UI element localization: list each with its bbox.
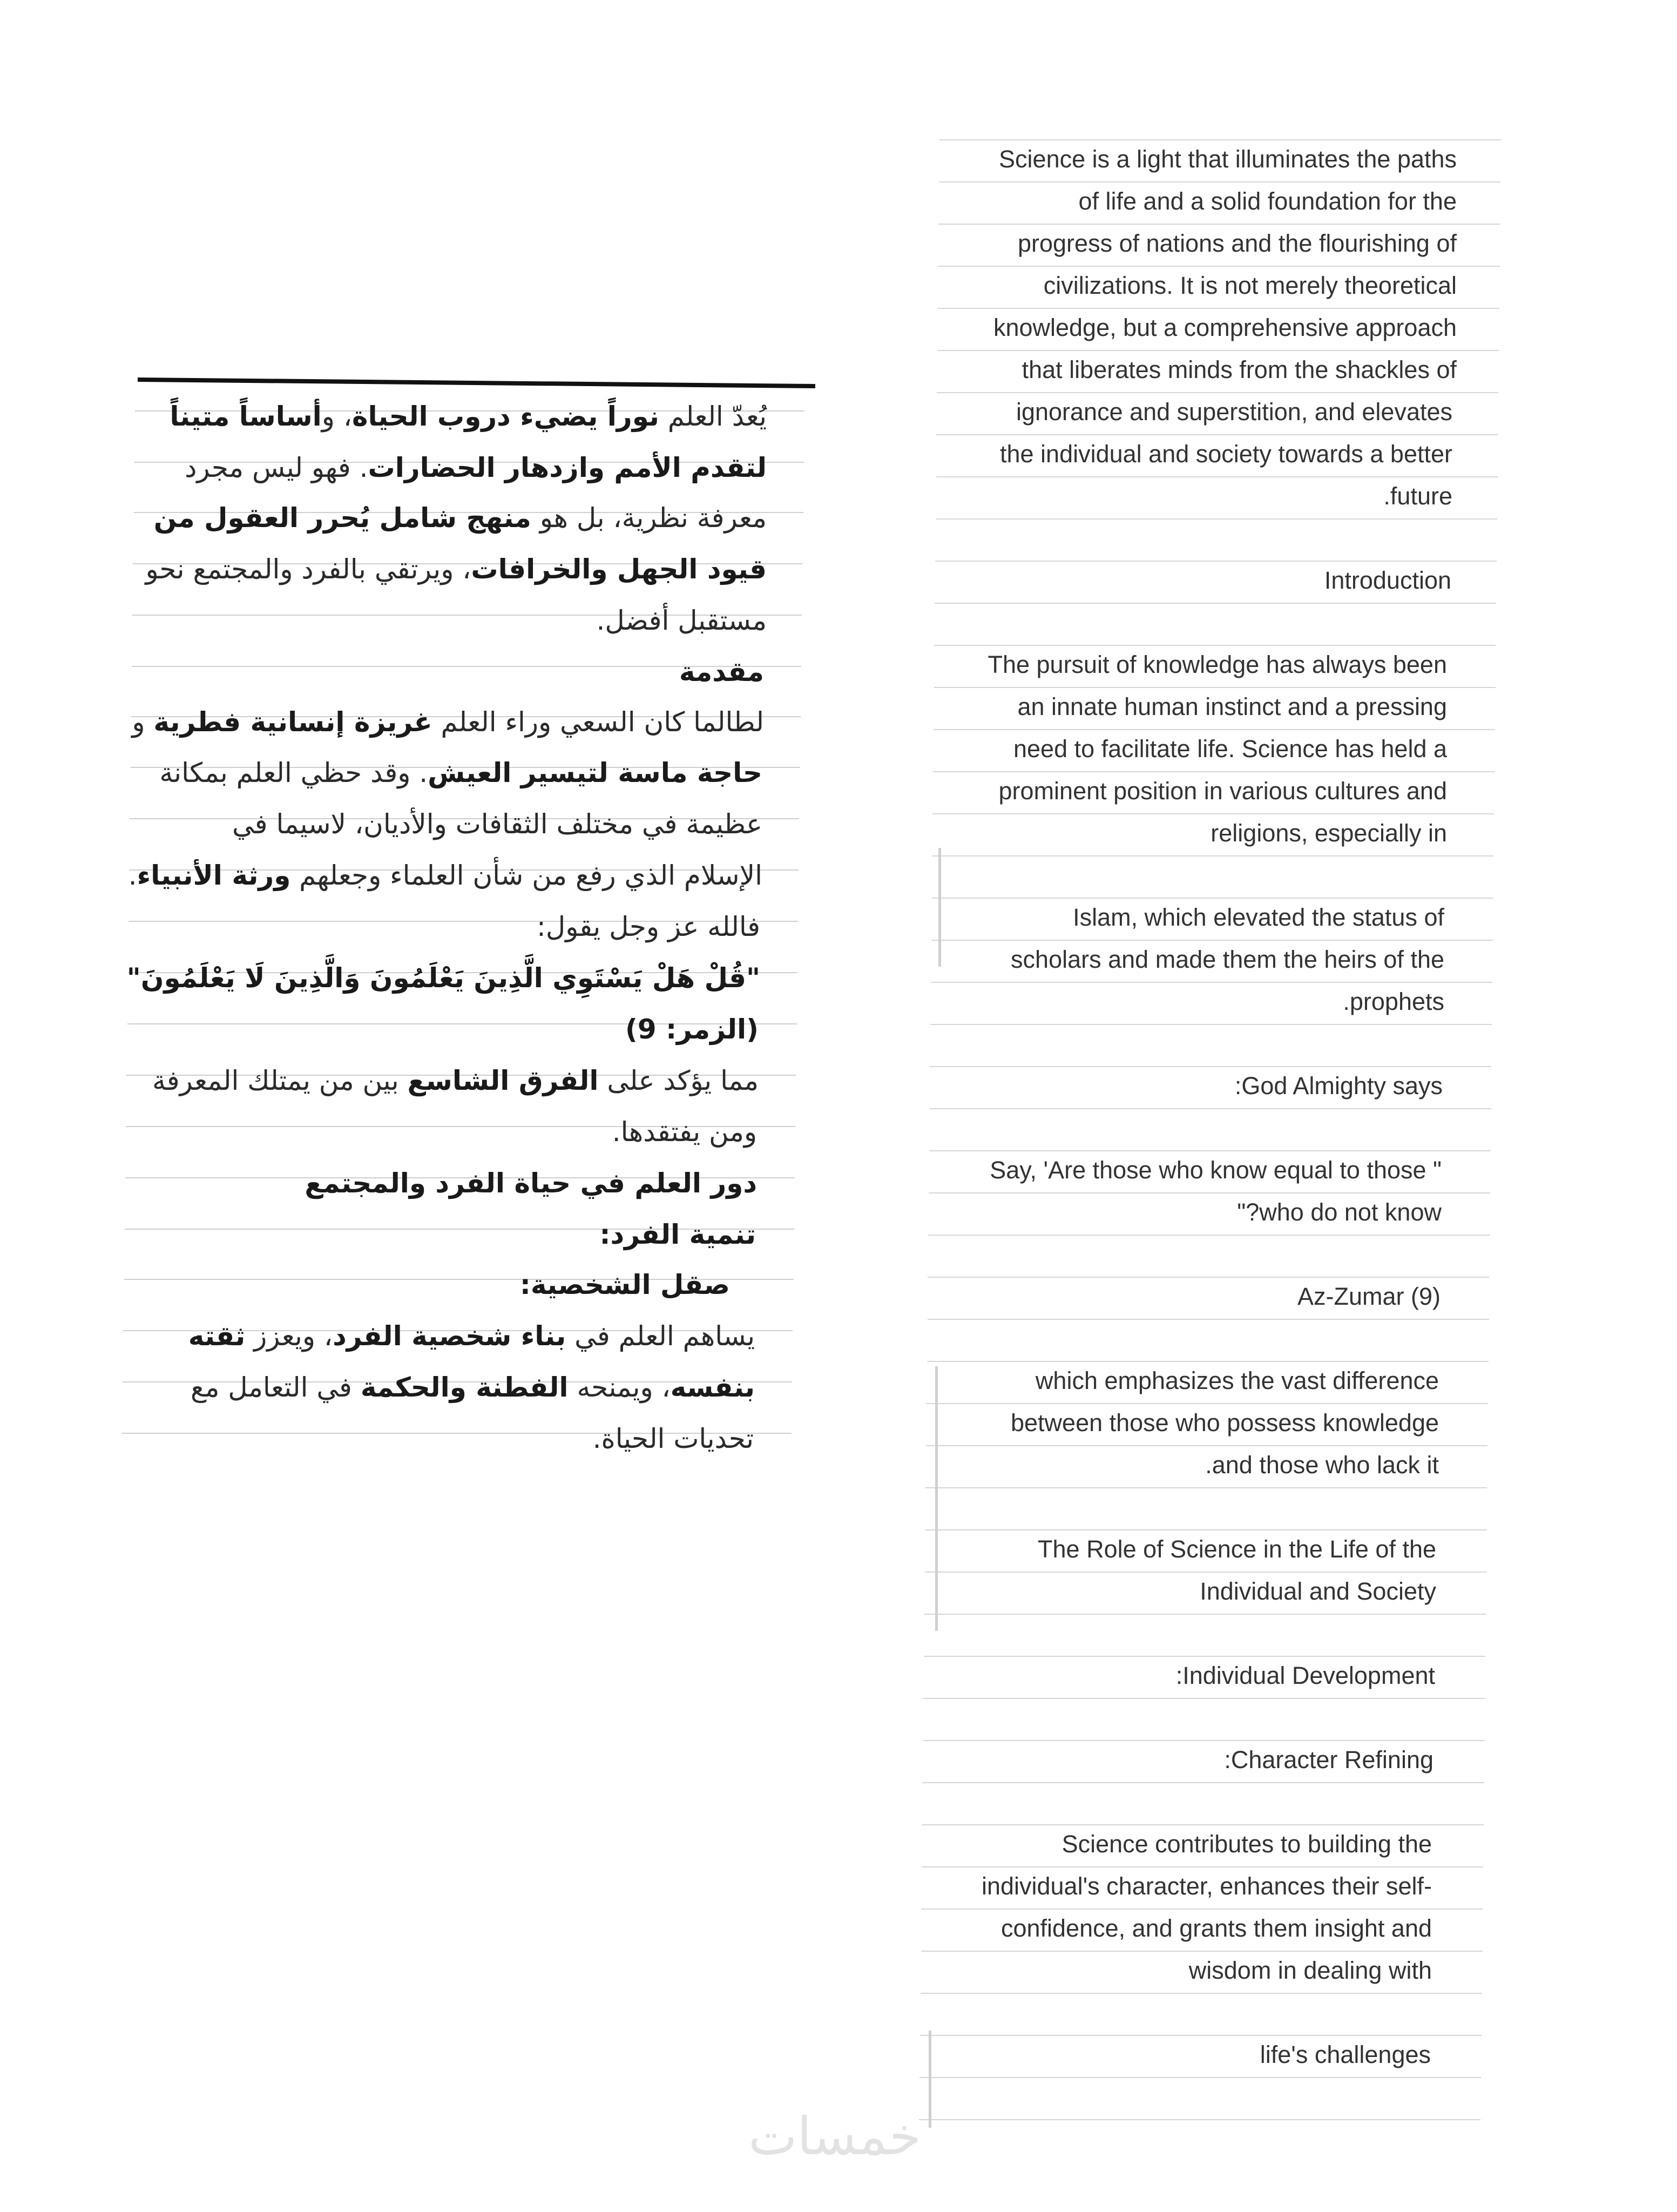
ruled-line xyxy=(928,1319,1489,1320)
ruled-line xyxy=(929,1150,1491,1151)
ruled-line xyxy=(920,2035,1482,2036)
arabic-paragraph-line: تحديات الحياة. xyxy=(592,1423,754,1454)
ruled-line xyxy=(938,224,1500,225)
arabic-paragraph-line: فالله عز وجل يقول: xyxy=(537,911,760,942)
english-paragraph-line: Science contributes to building the xyxy=(1061,1830,1432,1858)
english-paragraph-line: need to facilitate life. Science has held a xyxy=(1013,735,1447,763)
arabic-paragraph-line: لتقدم الأمم وازدهار الحضارات. فهو ليس مجرد xyxy=(185,452,767,483)
arabic-paragraph-line: "قُلْ هَلْ يَسْتَوِي الَّذِينَ يَعْلَمُونَ وَالَّذِينَ لَا يَعْلَمُونَ" xyxy=(126,962,760,994)
english-paragraph-line: .and those who lack it xyxy=(1205,1451,1439,1479)
ruled-line xyxy=(919,2077,1481,2078)
english-paragraph-line: .future xyxy=(1383,482,1452,510)
ruled-line xyxy=(921,1908,1483,1910)
ruled-line xyxy=(930,1108,1491,1109)
english-paragraph-line: :Character Refining xyxy=(1224,1746,1433,1773)
arabic-paragraph-line: دور العلم في حياة الفرد والمجتمع xyxy=(305,1168,757,1199)
arabic-paragraph-line: مقدمة xyxy=(679,656,764,687)
ruled-line xyxy=(938,266,1500,267)
ruled-line xyxy=(936,518,1497,520)
ruled-line xyxy=(931,940,1493,941)
arabic-paragraph-line: يساهم العلم في بناء شخصية الفرد، ويعزز ثقته xyxy=(188,1320,755,1352)
ruled-line xyxy=(932,855,1493,857)
arabic-paragraph-line: الإسلام الذي رفع من شأن العلماء وجعلهم ورثة الأنبياء. xyxy=(128,860,762,891)
ruled-line xyxy=(925,1487,1487,1488)
english-paragraph-line: Science is a light that illuminates the paths xyxy=(999,145,1457,173)
ruled-line xyxy=(923,1740,1485,1741)
arabic-top-rule xyxy=(138,377,815,388)
arabic-paragraph-line: معرفة نظرية، بل هو منهج شامل يُحرر العقول من xyxy=(153,502,767,534)
arabic-paragraph-line: (الزمر: 9) xyxy=(625,1014,759,1045)
english-paragraph-line: of life and a solid foundation for the xyxy=(1078,187,1457,215)
arabic-paragraph-line: مما يؤكد على الفرق الشاسع بين من يمتلك المعرفة xyxy=(152,1065,759,1096)
arabic-paragraph-line: صقل الشخصية: xyxy=(519,1269,730,1300)
english-paragraph-line: Introduction xyxy=(1324,567,1451,594)
english-paragraph-line: confidence, and grants them insight and xyxy=(1000,1914,1432,1942)
english-paragraph-line: Individual and Society xyxy=(1200,1577,1436,1605)
english-paragraph-line: :Individual Development xyxy=(1175,1662,1435,1689)
ruled-line xyxy=(923,1782,1484,1783)
english-paragraph-line: the individual and society towards a better xyxy=(1000,440,1452,468)
english-paragraph-line: progress of nations and the flourishing of xyxy=(1017,230,1457,257)
watermark-logo: خمسات xyxy=(748,2106,922,2167)
english-paragraph-line: Islam, which elevated the status of xyxy=(1073,903,1444,931)
ruled-line xyxy=(927,1361,1489,1362)
english-paragraph-line: that liberates minds from the shackles of xyxy=(1022,356,1457,383)
arabic-paragraph-line: مستقبل أفضل. xyxy=(596,605,767,636)
ruled-line xyxy=(927,1403,1488,1404)
ruled-line xyxy=(937,350,1499,351)
ruled-line xyxy=(930,1024,1492,1025)
ruled-line xyxy=(934,729,1495,730)
ruled-line xyxy=(921,1951,1483,1952)
english-paragraph-line: between those who possess knowledge xyxy=(1010,1409,1439,1437)
ruled-line xyxy=(922,1866,1483,1867)
ruled-line xyxy=(937,392,1498,393)
arabic-paragraph-line: يُعدّ العلم نوراً يضيء دروب الحياة، وأساساً متيناً xyxy=(170,401,767,432)
english-paragraph-line: knowledge, but a comprehensive approach xyxy=(993,314,1457,341)
ruled-line xyxy=(925,1529,1487,1530)
ruled-line xyxy=(928,1235,1490,1236)
ruled-line xyxy=(934,687,1496,688)
english-paragraph-line: scholars and made them the heirs of the xyxy=(1011,946,1444,973)
arabic-paragraph-line: تنمية الفرد: xyxy=(599,1219,756,1250)
english-paragraph-line: religions, especially in xyxy=(1211,819,1447,847)
ruled-line xyxy=(935,603,1496,604)
ruled-line xyxy=(935,561,1497,562)
ruled-line xyxy=(939,139,1501,140)
ruled-line xyxy=(923,1698,1485,1699)
ruled-line xyxy=(934,645,1496,646)
ruled-line xyxy=(931,982,1492,983)
ruled-line xyxy=(936,476,1498,477)
english-paragraph-line: ignorance and superstition, and elevates xyxy=(1016,398,1452,426)
english-paragraph-line: Az-Zumar (9) xyxy=(1297,1283,1441,1310)
ruled-line xyxy=(926,1445,1487,1446)
ruled-line xyxy=(921,1993,1482,1994)
ruled-line xyxy=(929,1192,1490,1193)
english-paragraph-line: life's challenges xyxy=(1260,2041,1431,2068)
english-paragraph-line: :God Almighty says xyxy=(1234,1072,1443,1100)
english-paragraph-line: wisdom in dealing with xyxy=(1188,1957,1432,1984)
ruled-line xyxy=(939,181,1500,183)
arabic-paragraph-line: قيود الجهل والخرافات، ويرتقي بالفرد والمجتمع نحو xyxy=(145,554,767,585)
english-paragraph-line: .prophets xyxy=(1343,988,1444,1015)
english-paragraph-line: which emphasizes the vast difference xyxy=(1035,1367,1439,1394)
arabic-paragraph-line: حاجة ماسة لتيسير العيش. وقد حظي العلم بمكانة xyxy=(159,757,762,788)
ruled-line xyxy=(932,813,1494,814)
ruled-line xyxy=(919,2119,1480,2120)
english-paragraph-line: an innate human instinct and a pressing xyxy=(1017,693,1447,720)
ruled-line xyxy=(933,771,1495,772)
arabic-paragraph-line: بنفسه، ويمنحه الفطنة والحكمة في التعامل مع xyxy=(190,1372,755,1403)
english-paragraph-line: "?who do not know xyxy=(1237,1198,1442,1226)
arabic-paragraph-line: لطالما كان السعي وراء العلم غريزة إنسانية فطرية و xyxy=(132,706,764,738)
ruled-line xyxy=(930,1066,1491,1067)
ruled-line xyxy=(932,898,1493,899)
ruled-line xyxy=(928,1277,1489,1278)
ruled-line xyxy=(924,1614,1486,1615)
ruled-line xyxy=(936,434,1498,435)
margin-bar xyxy=(938,848,941,967)
english-paragraph-line: prominent position in various cultures and xyxy=(998,777,1447,805)
ruled-line xyxy=(925,1572,1486,1573)
arabic-paragraph-line: عظيمة في مختلف الثقافات والأديان، لاسيما في xyxy=(232,808,762,840)
arabic-paragraph-line: ومن يفتقدها. xyxy=(612,1116,757,1148)
ruled-line xyxy=(924,1656,1485,1657)
english-paragraph-line: civilizations. It is not merely theoretical xyxy=(1043,272,1457,299)
english-paragraph-line: Say, 'Are those who know equal to those " xyxy=(990,1156,1442,1184)
english-paragraph-line: The pursuit of knowledge has always been xyxy=(988,651,1447,678)
english-paragraph-line: The Role of Science in the Life of the xyxy=(1038,1535,1436,1563)
ruled-line xyxy=(938,308,1499,309)
ruled-line xyxy=(922,1824,1484,1825)
margin-bar xyxy=(935,1366,938,1631)
english-paragraph-line: individual's character, enhances their self- xyxy=(981,1872,1432,1900)
